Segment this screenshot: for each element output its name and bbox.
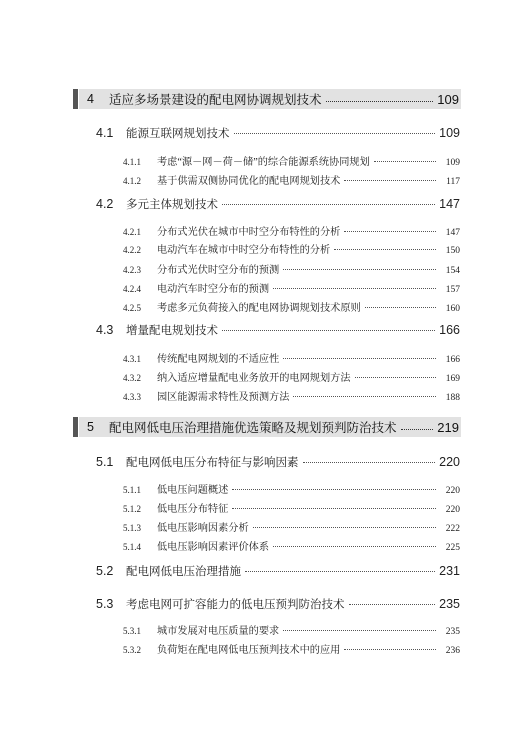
subsection-number: 4.2.3 xyxy=(123,265,141,275)
leader-dots xyxy=(222,330,435,331)
section-entry[interactable] xyxy=(96,196,460,212)
page-number: 188 xyxy=(445,393,460,403)
page-number: 109 xyxy=(437,91,459,107)
chapter-entry[interactable] xyxy=(79,89,461,109)
leader-dots xyxy=(283,630,436,631)
leader-dots xyxy=(374,161,436,162)
page-number: 235 xyxy=(439,597,460,611)
subsection-entry[interactable] xyxy=(123,261,460,276)
leader-dots xyxy=(245,571,435,572)
subsection-entry[interactable] xyxy=(123,519,460,534)
page-number: 157 xyxy=(445,285,460,295)
subsection-title: 低电压影响因素分析 xyxy=(157,523,249,534)
page-number: 222 xyxy=(445,524,460,534)
section-number: 4.1 xyxy=(96,126,114,140)
subsection-entry[interactable] xyxy=(123,299,460,314)
leader-dots xyxy=(349,604,436,605)
section-entry[interactable] xyxy=(96,563,460,579)
subsection-entry[interactable] xyxy=(123,369,460,384)
section-entry[interactable] xyxy=(96,454,460,470)
section-title: 增量配电规划技术 xyxy=(126,325,218,337)
page-number: 154 xyxy=(445,266,460,276)
subsection-number: 4.2.2 xyxy=(123,245,141,255)
page-number: 117 xyxy=(446,177,460,187)
page-number: 231 xyxy=(439,564,460,578)
leader-dots xyxy=(283,358,436,359)
subsection-title: 分布式光伏在城市中时空分布特性的分析 xyxy=(157,227,341,238)
subsection-title: 考虑多元负荷接入的配电网协调规划技术原则 xyxy=(157,303,361,314)
page-number: 220 xyxy=(439,455,460,469)
section-number: 5.2 xyxy=(96,564,114,578)
section-number: 4.3 xyxy=(96,323,114,337)
subsection-title: 城市发展对电压质量的要求 xyxy=(157,626,280,637)
subsection-entry[interactable] xyxy=(123,153,460,168)
subsection-number: 4.1.2 xyxy=(123,176,141,186)
subsection-number: 4.3.1 xyxy=(123,354,141,364)
leader-dots xyxy=(234,133,436,134)
subsection-title: 分布式光伏时空分布的预测 xyxy=(157,265,280,276)
subsection-title: 负荷矩在配电网低电压预判技术中的应用 xyxy=(157,645,341,656)
page-number: 169 xyxy=(445,374,460,384)
subsection-entry[interactable] xyxy=(123,622,460,637)
leader-dots xyxy=(283,269,436,270)
subsection-number: 5.3.1 xyxy=(123,626,141,636)
page-number: 150 xyxy=(445,246,460,256)
leader-dots xyxy=(344,180,436,181)
leader-dots xyxy=(303,462,436,463)
chapter-title: 配电网低电压治理措施优选策略及规划预判防治技术 xyxy=(109,421,397,435)
leader-dots xyxy=(232,508,436,509)
page-number: 220 xyxy=(445,505,460,515)
leader-dots xyxy=(401,429,434,430)
section-number: 5.3 xyxy=(96,597,114,611)
subsection-title: 纳入适应增量配电业务放开的电网规划方法 xyxy=(157,373,351,384)
subsection-number: 4.2.1 xyxy=(123,227,141,237)
section-number: 4.2 xyxy=(96,197,114,211)
chapter-marker xyxy=(73,417,78,437)
subsection-title: 低电压影响因素评价体系 xyxy=(157,542,270,553)
leader-dots xyxy=(293,396,436,397)
leader-dots xyxy=(334,249,436,250)
page-number: 235 xyxy=(445,627,460,637)
subsection-number: 5.1.2 xyxy=(123,504,141,514)
page-number: 219 xyxy=(437,419,459,435)
page-number: 147 xyxy=(445,228,460,238)
page-number: 225 xyxy=(445,543,460,553)
subsection-entry[interactable] xyxy=(123,350,460,365)
leader-dots xyxy=(344,231,436,232)
subsection-title: 电动汽车在城市中时空分布特性的分析 xyxy=(157,245,331,256)
subsection-title: 考虑“源－网－荷－储”的综合能源系统协同规划 xyxy=(157,157,370,168)
leader-dots xyxy=(355,377,436,378)
subsection-entry[interactable] xyxy=(123,388,460,403)
section-number: 5.1 xyxy=(96,455,114,469)
section-entry[interactable] xyxy=(96,596,460,612)
chapter-marker xyxy=(73,89,78,109)
leader-dots xyxy=(273,546,436,547)
page-number: 236 xyxy=(445,646,460,656)
page-number: 160 xyxy=(445,304,460,314)
subsection-title: 电动汽车时空分布的预测 xyxy=(157,284,270,295)
page-number: 109 xyxy=(445,158,460,168)
subsection-number: 5.1.1 xyxy=(123,485,141,495)
subsection-title: 传统配电网规划的不适应性 xyxy=(157,354,280,365)
page-number: 147 xyxy=(439,197,460,211)
chapter-title: 适应多场景建设的配电网协调规划技术 xyxy=(109,93,322,107)
subsection-number: 4.3.3 xyxy=(123,392,141,402)
subsection-number: 4.1.1 xyxy=(123,157,141,167)
subsection-entry[interactable] xyxy=(123,481,460,496)
page-number: 220 xyxy=(445,486,460,496)
section-entry[interactable] xyxy=(96,322,460,338)
section-title: 考虑电网可扩容能力的低电压预判防治技术 xyxy=(126,599,345,611)
subsection-number: 4.2.4 xyxy=(123,284,141,294)
chapter-number: 4 xyxy=(87,92,94,106)
leader-dots xyxy=(253,527,436,528)
leader-dots xyxy=(273,288,436,289)
page-number: 109 xyxy=(439,126,460,140)
leader-dots xyxy=(365,307,436,308)
section-entry[interactable] xyxy=(96,125,460,141)
page-number: 166 xyxy=(439,323,460,337)
page-number: 166 xyxy=(445,355,460,365)
leader-dots xyxy=(232,489,436,490)
subsection-title: 低电压分布特征 xyxy=(157,504,229,515)
subsection-number: 4.2.5 xyxy=(123,303,141,313)
section-title: 配电网低电压分布特征与影响因素 xyxy=(126,457,299,469)
leader-dots xyxy=(344,649,436,650)
chapter-number: 5 xyxy=(87,420,94,434)
subsection-title: 低电压问题概述 xyxy=(157,485,229,496)
subsection-number: 5.1.4 xyxy=(123,542,141,552)
subsection-entry[interactable] xyxy=(123,641,460,656)
chapter-entry[interactable] xyxy=(79,417,461,437)
subsection-entry[interactable] xyxy=(123,172,460,187)
subsection-entry[interactable] xyxy=(123,223,460,238)
subsection-number: 5.1.3 xyxy=(123,523,141,533)
subsection-entry[interactable] xyxy=(123,538,460,553)
section-title: 能源互联网规划技术 xyxy=(126,128,230,140)
section-title: 多元主体规划技术 xyxy=(126,199,218,211)
subsection-entry[interactable] xyxy=(123,500,460,515)
subsection-entry[interactable] xyxy=(123,241,460,256)
leader-dots xyxy=(222,204,435,205)
subsection-entry[interactable] xyxy=(123,280,460,295)
subsection-number: 4.3.2 xyxy=(123,373,141,383)
subsection-number: 5.3.2 xyxy=(123,645,141,655)
subsection-title: 园区能源需求特性及预测方法 xyxy=(157,392,290,403)
subsection-title: 基于供需双侧协同优化的配电网规划技术 xyxy=(157,176,341,187)
leader-dots xyxy=(326,101,434,102)
section-title: 配电网低电压治理措施 xyxy=(126,566,241,578)
